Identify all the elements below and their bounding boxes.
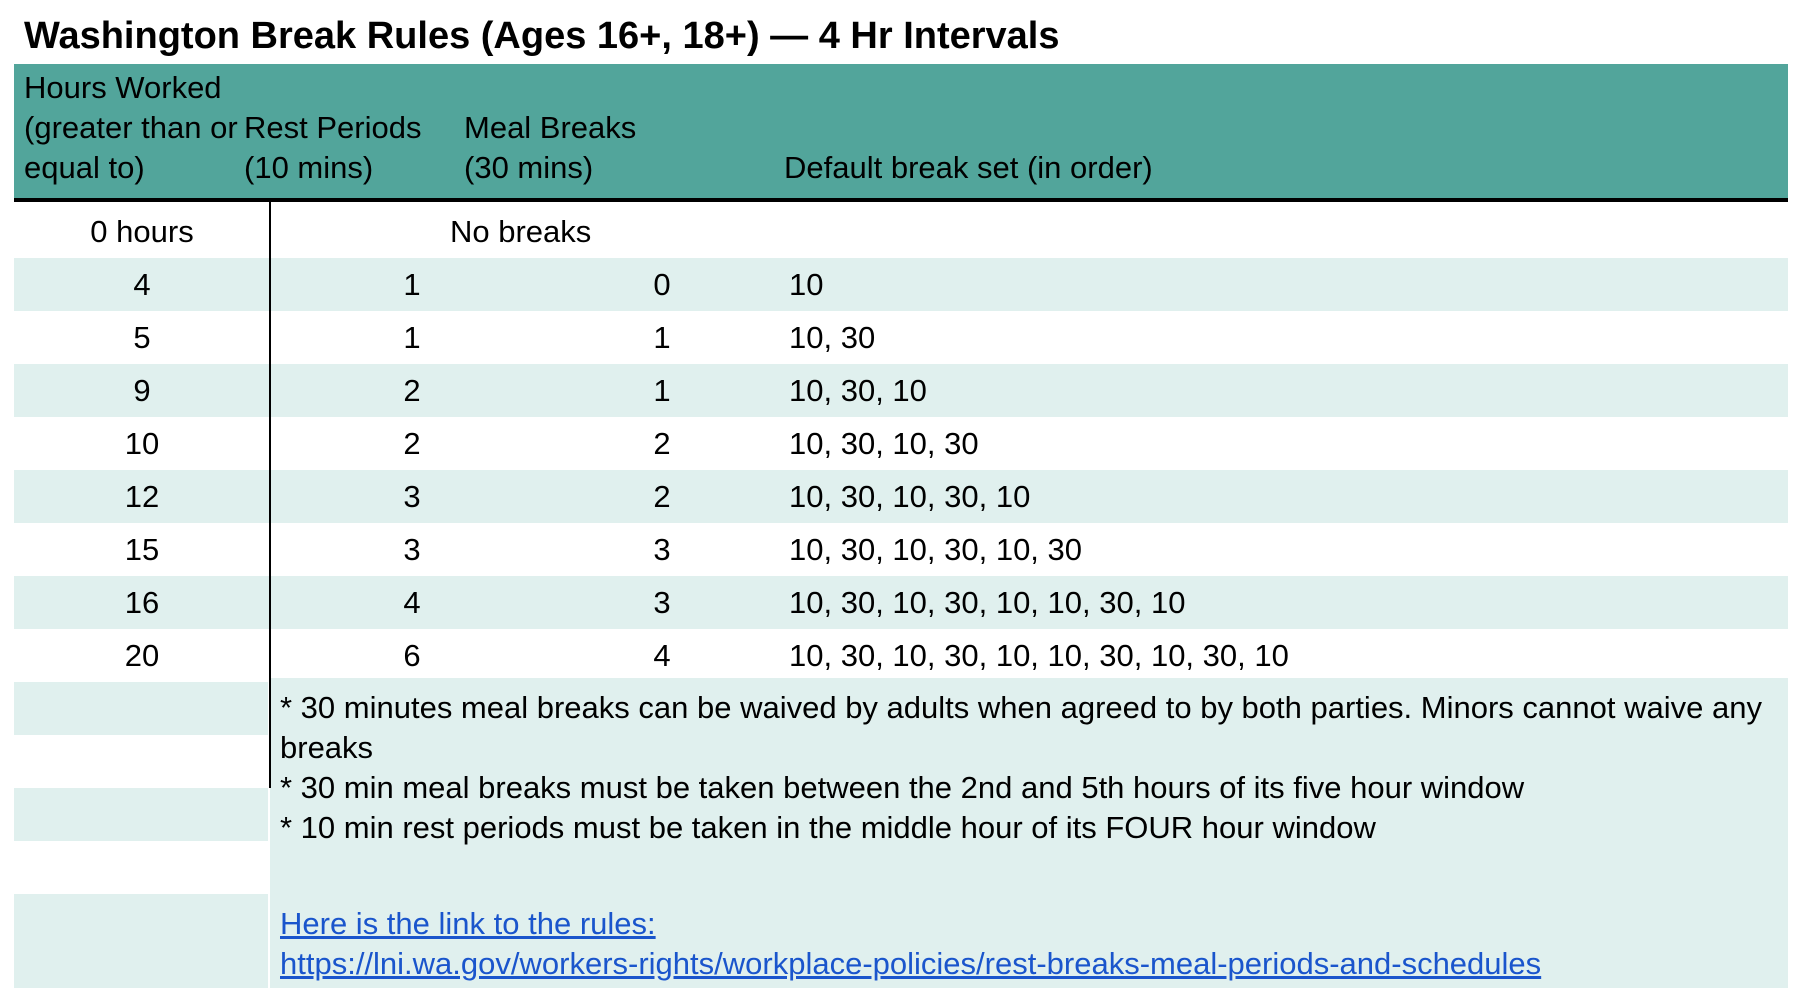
header-divider [14, 198, 1788, 202]
row-band [14, 894, 268, 988]
cell-meal-breaks: 4 [653, 638, 671, 673]
cell-hours: 15 [124, 532, 160, 567]
cell-rest-periods: 2 [403, 373, 421, 408]
table-row [14, 576, 1788, 629]
cell-no-breaks: No breaks [450, 214, 592, 249]
cell-rest-periods: 4 [403, 585, 421, 620]
header-rest-periods: Rest Periods (10 mins) [244, 110, 422, 185]
row-band [14, 788, 268, 841]
cell-break-set: 10, 30, 10 [789, 373, 927, 408]
cell-meal-breaks: 3 [653, 532, 671, 567]
note-meal-window: * 30 min meal breaks must be taken between the 2nd and 5th hours of its five hour window [280, 770, 1525, 805]
header-default-break-set: Default break set (in order) [784, 150, 1153, 185]
note-meal-waiver: * 30 minutes meal breaks can be waived by adults when agreed to by both parties. Minors cannot waive any breaks [280, 690, 1762, 765]
table-row [14, 523, 1788, 576]
page-title: Washington Break Rules (Ages 16+, 18+) — 4 Hr Intervals [24, 15, 1060, 57]
cell-rest-periods: 1 [403, 320, 421, 355]
header-hours-worked: Hours Worked (greater than or equal to) [24, 70, 238, 185]
cell-rest-periods: 2 [403, 426, 421, 461]
cell-meal-breaks: 2 [653, 426, 671, 461]
table-row [14, 205, 1788, 258]
cell-break-set: 10, 30, 10, 30, 10, 30 [789, 532, 1083, 567]
cell-rest-periods: 1 [403, 267, 421, 302]
cell-rest-periods: 6 [403, 638, 421, 673]
cell-break-set: 10 [789, 267, 824, 302]
cell-hours: 9 [133, 373, 151, 408]
note-rest-window: * 10 min rest periods must be taken in the middle hour of its FOUR hour window [280, 810, 1376, 845]
rules-link-label[interactable]: Here is the link to the rules: [280, 906, 656, 941]
table-row [14, 258, 1788, 311]
cell-break-set: 10, 30, 10, 30 [789, 426, 979, 461]
cell-rest-periods: 3 [403, 532, 421, 567]
rules-link-url[interactable]: https://lni.wa.gov/workers-rights/workplace-policies/rest-breaks-meal-periods-and-schedules [280, 946, 1542, 981]
table-row [14, 364, 1788, 417]
cell-meal-breaks: 1 [653, 373, 671, 408]
cell-hours: 20 [124, 638, 160, 673]
row-band [14, 682, 268, 735]
cell-meal-breaks: 2 [653, 479, 671, 514]
table-header [14, 64, 1788, 198]
cell-meal-breaks: 3 [653, 585, 671, 620]
cell-break-set: 10, 30, 10, 30, 10, 10, 30, 10 [789, 585, 1186, 620]
cell-hours: 12 [124, 479, 160, 514]
cell-break-set: 10, 30, 10, 30, 10, 10, 30, 10, 30, 10 [789, 638, 1289, 673]
cell-meal-breaks: 0 [653, 267, 671, 302]
cell-hours: 16 [124, 585, 160, 620]
table-row [14, 629, 1788, 682]
table-row [14, 417, 1788, 470]
column-divider [269, 202, 271, 788]
cell-break-set: 10, 30, 10, 30, 10 [789, 479, 1031, 514]
table-row [14, 470, 1788, 523]
cell-hours: 4 [133, 267, 151, 302]
cell-meal-breaks: 1 [653, 320, 671, 355]
notes-block [280, 688, 1780, 848]
table-row [14, 311, 1788, 364]
cell-hours: 10 [124, 426, 160, 461]
cell-rest-periods: 3 [403, 479, 421, 514]
header-meal-breaks: Meal Breaks (30 mins) [464, 110, 637, 185]
cell-break-set: 10, 30 [789, 320, 876, 355]
cell-hours: 0 hours [90, 214, 194, 249]
cell-hours: 5 [133, 320, 151, 355]
rules-link[interactable] [280, 904, 1541, 984]
